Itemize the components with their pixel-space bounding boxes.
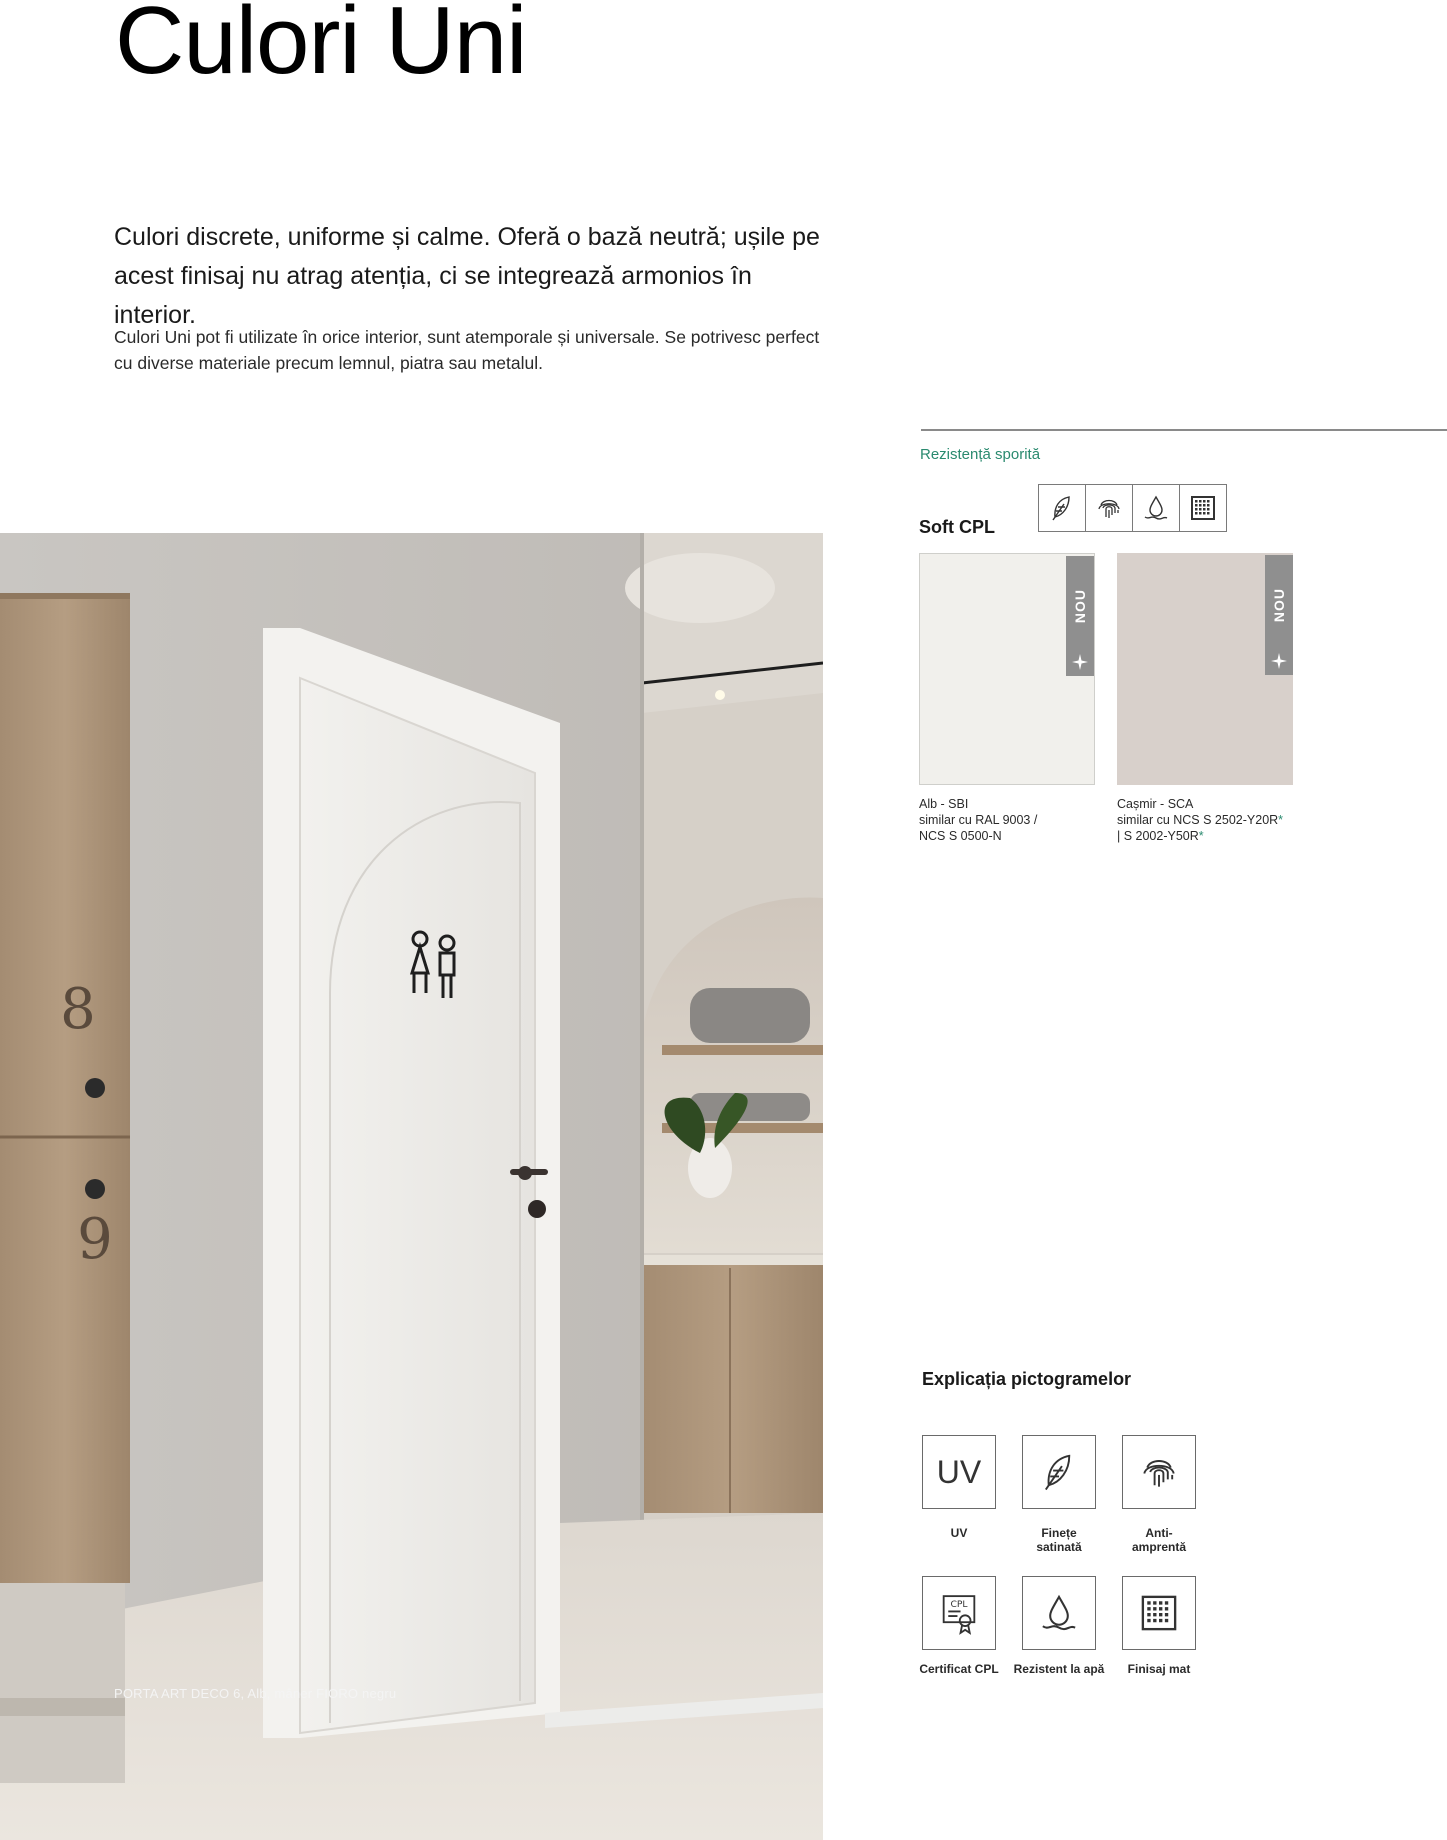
locker-number-9: 9 <box>77 1207 113 1272</box>
swatch-name: Alb - SBI <box>919 797 969 811</box>
legend-label-text: amprentă <box>1131 1540 1187 1554</box>
swatch-name: Cașmir - SCA <box>1117 797 1194 811</box>
swatch-ral: similar cu RAL 9003 / <box>919 813 1038 827</box>
swatch-ncs-text: similar cu NCS S 2502-Y20R <box>1117 813 1279 827</box>
feather-icon <box>1022 1435 1096 1509</box>
legend-label-text: Certificat CPL <box>919 1662 999 1676</box>
new-badge <box>1265 555 1293 675</box>
new-badge-label: NOU <box>1271 587 1287 623</box>
cpl-icon-text: CPL <box>950 1598 968 1610</box>
sparkle-icon <box>1072 654 1088 670</box>
uv-icon-text: UV <box>936 1453 982 1490</box>
feature-icons <box>1038 484 1227 532</box>
water-drop-icon <box>1022 1576 1096 1650</box>
interior-photo <box>0 533 823 1840</box>
fingerprint-icon <box>1122 1435 1196 1509</box>
legend-label-text: Rezistent la apă <box>1013 1662 1105 1676</box>
swatch-ncs: NCS S 0500-N <box>919 829 1002 843</box>
section-divider <box>921 429 1447 431</box>
legend-label-text: satinată <box>1036 1540 1082 1554</box>
lead-paragraph: Culori discrete, uniforme și calme. Oferă o bază neutră; ușile pe acest finisaj nu atrag atenția, ci se integrează armonios în interior. <box>114 223 820 329</box>
legend-label-uv <box>904 1526 1014 1540</box>
page-title: Culori Uni <box>115 0 527 94</box>
legend-title: Explicația pictogramelor <box>922 1369 1132 1389</box>
matte-grid-icon <box>1180 485 1226 531</box>
feather-icon <box>1039 485 1086 531</box>
matte-grid-icon <box>1122 1576 1196 1650</box>
new-badge-label: NOU <box>1072 588 1088 624</box>
legend-label-cpl <box>904 1662 1014 1676</box>
sparkle-icon <box>1271 653 1287 669</box>
swatch-ncs-alt <box>1117 828 1283 844</box>
swatch-caption-alb <box>919 796 1037 844</box>
uv-icon <box>922 1435 996 1509</box>
legend-label-rezistent <box>1004 1662 1114 1676</box>
legend-label-text: Finisaj mat <box>1127 1662 1191 1676</box>
legend-label-text: Anti- <box>1145 1526 1173 1540</box>
fingerprint-icon <box>1086 485 1133 531</box>
photo-caption: PORTA ART DECO 6, Alb, mâner FIORO negru <box>114 1686 397 1701</box>
new-badge <box>1066 556 1094 676</box>
swatch-casmir[interactable] <box>1117 553 1293 785</box>
swatch-alb[interactable] <box>919 553 1095 785</box>
finish-name: Soft CPL <box>919 517 995 537</box>
legend-label-text: UV <box>950 1526 968 1540</box>
section-label: Rezistență sporită <box>920 446 1041 463</box>
asterisk: * <box>1278 813 1284 827</box>
body-paragraph: Culori Uni pot fi utilizate în orice interior, sunt atemporale și universale. Se potrivesc perfect cu diverse materiale precum lemnul, piatra sau metalul. <box>114 327 820 373</box>
cpl-certificate-icon <box>922 1576 996 1650</box>
swatch-ncs <box>1117 812 1283 828</box>
swatch-ncs-alt-text: | S 2002-Y50R <box>1117 829 1199 843</box>
legend-label-finete <box>1004 1526 1114 1554</box>
legend-label-text: Finețe <box>1041 1526 1077 1540</box>
legend-label-anti-amprenta <box>1104 1526 1214 1554</box>
water-drop-icon <box>1133 485 1180 531</box>
locker-number-8: 8 <box>60 977 96 1042</box>
asterisk: * <box>1198 829 1204 843</box>
legend-label-mat <box>1104 1662 1214 1676</box>
swatch-caption-casmir <box>1117 796 1283 844</box>
